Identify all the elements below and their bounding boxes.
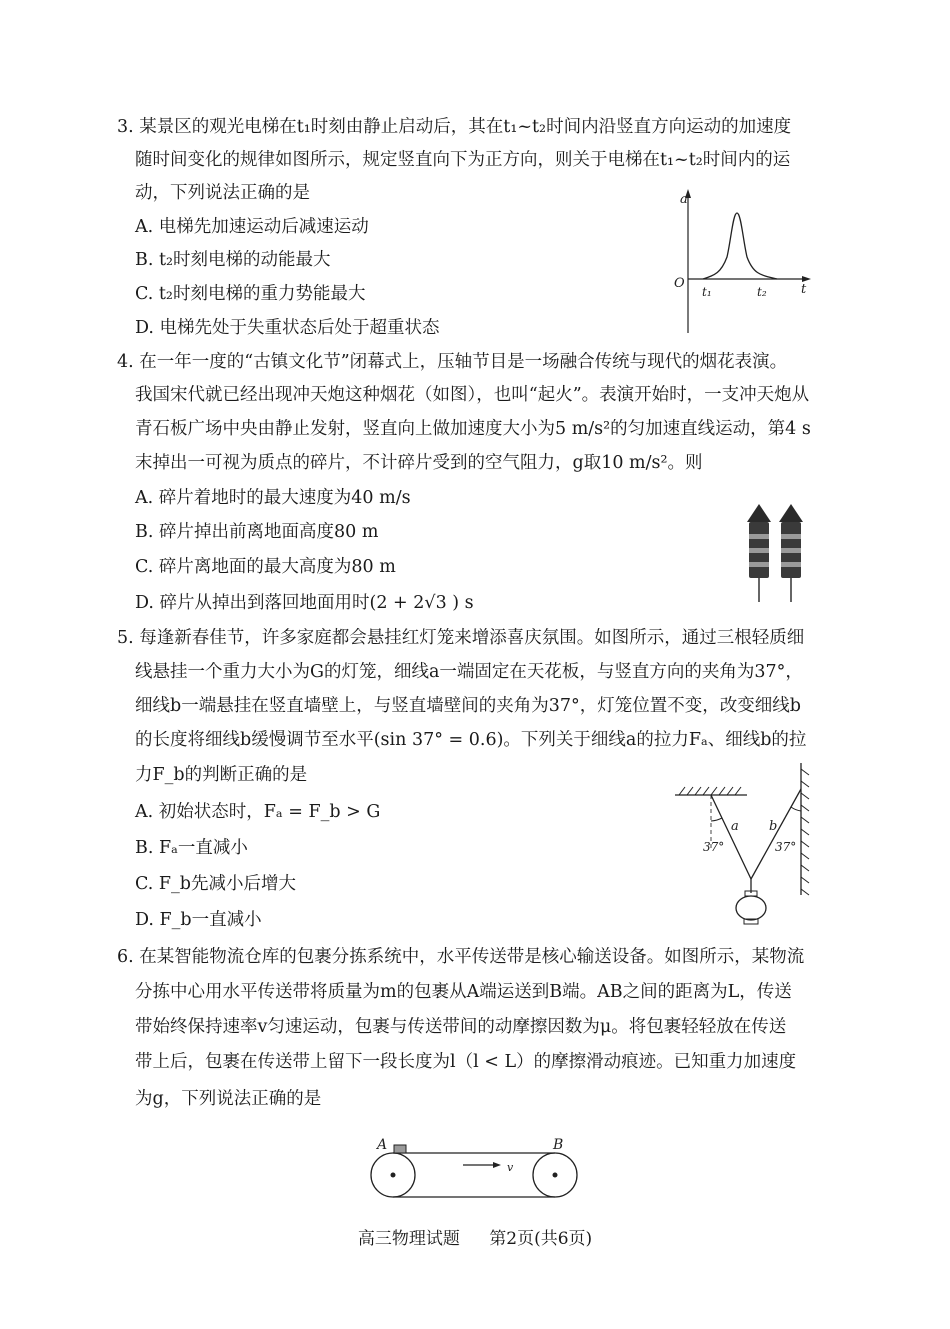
q3-y-axis-label: a (680, 192, 688, 207)
package-icon (394, 1145, 406, 1153)
q6-velocity-label: v (507, 1161, 514, 1174)
q6-stem-line-2: 分拣中心用水平传送带将质量为m的包裹从A端运送到B端。AB之间的距离为L，传送 (135, 982, 792, 1002)
rocket-left-icon (747, 504, 771, 602)
rocket-right-icon (779, 504, 803, 602)
q3-stem-line-1: 3. 某景区的观光电梯在t₁时刻由静止启动后，其在t₁~t₂时间内沿竖直方向运动的加速度 (117, 117, 792, 137)
q4-stem-line-2: 我国宋代就已经出现冲天炮这种烟花（如图），也叫“起火”。表演开始时，一支冲天炮从 (135, 385, 810, 405)
q3-stem-line-2: 随时间变化的规律如图所示，规定竖直向下为正方向，则关于电梯在t₁~t₂时间内的运 (135, 150, 791, 170)
q6-stem-line-4: 带上后，包裹在传送带上留下一段长度为l（l < L）的摩擦滑动痕迹。已知重力加速度 (135, 1052, 797, 1072)
q4-option-b: B. 碎片掉出前离地面高度80 m (135, 522, 379, 542)
q3-origin-label: O (674, 276, 685, 291)
q4-stem-line-3: 青石板广场中央由静止发射，竖直向上做加速度大小为5 m/s²的匀加速直线运动，第4 s (135, 419, 811, 439)
q3-stem-line-3: 动，下列说法正确的是 (135, 183, 310, 203)
q6-stem-line-1: 6. 在某智能物流仓库的包裹分拣系统中，水平传送带是核心输送设备。如图所示，某物流 (117, 947, 805, 967)
q5-option-a: A. 初始状态时，Fₐ = F_b > G (135, 802, 381, 822)
lantern-icon (736, 896, 766, 920)
footer-page-number: 第2页(共6页) (489, 1229, 593, 1249)
q5-option-d: D. F_b一直减小 (135, 910, 262, 930)
q5-angle-right-label: 37° (775, 840, 797, 854)
firework-rockets-illustration (740, 500, 810, 605)
q5-stem-line-3: 细线b一端悬挂在竖直墙壁上，与竖直墙壁间的夹角为37°，灯笼位置不变，改变细线b (135, 696, 801, 716)
q3-option-b: B. t₂时刻电梯的动能最大 (135, 250, 331, 270)
q6-end-b-label: B (553, 1137, 564, 1153)
page-footer (0, 1224, 950, 1249)
q5-string-a-label: a (731, 819, 739, 834)
q5-stem-line-2: 线悬挂一个重力大小为G的灯笼，细线a一端固定在天花板，与竖直方向的夹角为37°， (135, 662, 803, 682)
q5-stem-line-5: 力F_b的判断正确的是 (135, 765, 308, 785)
q5-angle-left-label: 37° (703, 840, 725, 854)
footer-subject: 高三物理试题 (357, 1229, 460, 1249)
q4-stem-line-4: 末掉出一可视为质点的碎片，不计碎片受到的空气阻力，g取10 m/s²。则 (135, 453, 703, 473)
q3-x-axis-label: t (801, 282, 807, 297)
q3-option-d: D. 电梯先处于失重状态后处于超重状态 (135, 318, 440, 338)
q3-t2-label: t₂ (757, 285, 767, 299)
q4-option-c: C. 碎片离地面的最大高度为80 m (135, 557, 396, 577)
conveyor-belt-diagram (365, 1133, 585, 1203)
q4-stem-line-1: 4. 在一年一度的“古镇文化节”闭幕式上，压轴节目是一场融合传统与现代的烟花表演。 (117, 352, 788, 372)
q5-string-b-label: b (769, 819, 778, 834)
q3-acceleration-graph (665, 185, 815, 337)
lantern-string-diagram (665, 755, 825, 930)
q3-option-c: C. t₂时刻电梯的重力势能最大 (135, 284, 366, 304)
q3-t1-label: t₁ (702, 285, 712, 299)
q6-stem-line-5: 为g，下列说法正确的是 (135, 1089, 322, 1109)
q3-option-a: A. 电梯先加速运动后减速运动 (135, 217, 369, 237)
q4-option-d: D. 碎片从掉出到落回地面用时(2 + 2√3 ) s (135, 593, 474, 613)
q4-option-a: A. 碎片着地时的最大速度为40 m/s (135, 488, 411, 508)
q6-stem-line-3: 带始终保持速率v匀速运动，包裹与传送带间的动摩擦因数为μ。将包裹轻轻放在传送 (135, 1017, 787, 1037)
q5-stem-line-4: 的长度将细线b缓慢调节至水平(sin 37° = 0.6)。下列关于细线a的拉力Fₐ、细线b的拉 (135, 730, 807, 750)
q5-stem-line-1: 5. 每逢新春佳节，许多家庭都会悬挂红灯笼来增添喜庆氛围。如图所示，通过三根轻质细 (117, 628, 805, 648)
q5-option-c: C. F_b先减小后增大 (135, 874, 296, 894)
q6-end-a-label: A (377, 1137, 388, 1153)
q5-option-b: B. Fₐ一直减小 (135, 838, 248, 858)
